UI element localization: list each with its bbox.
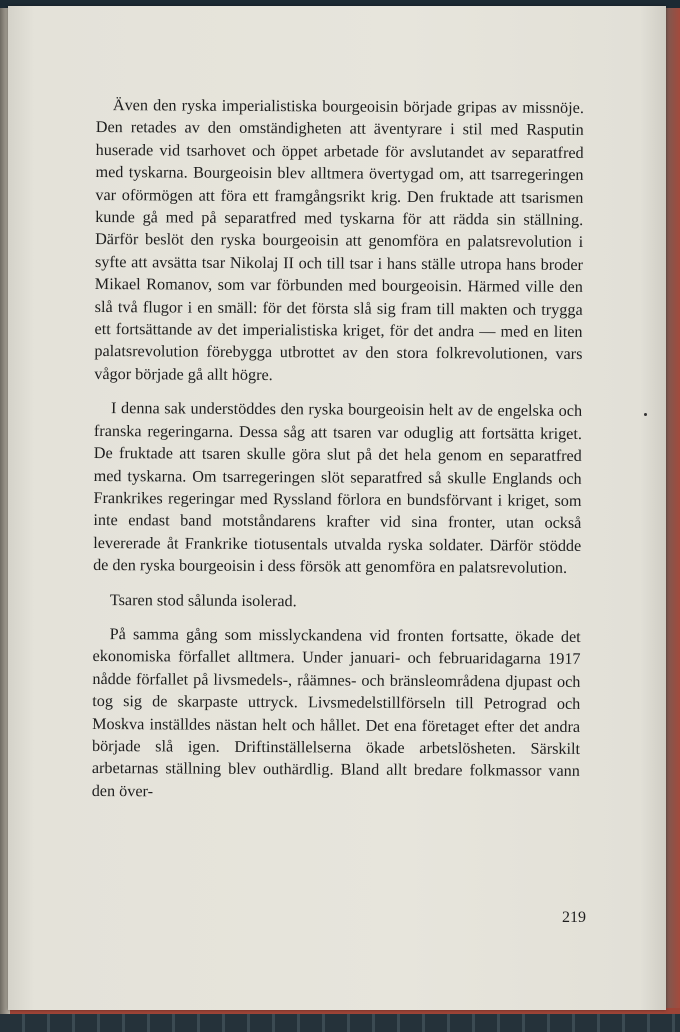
paragraph: På samma gång som misslyckandena vid fronten fortsatte, ökade det ekonomiska förfallet alltmera. Under januari- och februaridagarna 1917 nådde förfallet på livsmedels-, råämnes- och bränsleområdena djupast och tog sig de skarpaste uttryck. Livsmedelstillförseln till Petrograd och Moskva inställdes nästan helt och hållet. Det ena företaget efter det andra började slå igen. Driftinställelserna ökade arbetslösheten. Särskilt arbetarnas ställning blev outhärdlig. Bland allt bredare folkmassor vann den över- xyxy=(91,625,581,801)
book-page xyxy=(8,6,666,1010)
paragraph: Tsaren stod sålunda isolerad. xyxy=(109,590,297,610)
book-cover-edge xyxy=(666,8,680,1020)
scan-background-bottom xyxy=(0,1014,680,1032)
paragraph: Även den ryska imperialistiska bourgeoisin började gripas av missnöje. Den retades av den omständigheten att äventyrare i stil med Rasputin huserade vid tsarhovet och öppet arbetade för avslutandet av separatfred med tyskarna. Bourgeoisin blev alltmera övertygad om, att tsarregeringen var oförmögen att föra ett framgångsrikt krig. Den fruktade att tsarismen kunde gå med på separatfred med tyskarna för att rädda sin ställning. Därför beslöt den ryska bourgeoisin att genomföra en palatsrevolution i syfte att avsätta tsar Nikolaj II och till tsar i hans ställe utropa hans broder Mikael Romanov, som var förbunden med bourgeoisin. Härmed ville den slå två flugor i en smäll: för det första slå sig fram till makten och trygga ett fortsättande av det imperialistiska kriget, för det andra — med en liten palatsrevolution förebygga utbrottet av den stora folkrevolutionen, vars vågor började gå allt högre. xyxy=(94,96,584,384)
body-text xyxy=(92,94,584,805)
paper-speck xyxy=(644,413,647,416)
paragraph: I denna sak understöddes den ryska bourgeoisin helt av de engelska och franska regeringarna. Dessa såg att tsaren var oduglig att fortsätta kriget. De fruktade att tsaren skulle göra slut på det hela genom en separatfred med tyskarna. Om tsarregeringen slöt separatfred så skulle Englands och Frankrikes regeringar med Ryssland förlora en bundsförvant i kriget, som inte endast band motståndarens krafter vid sina fronter, utan också levererade åt Frankrike tiotusentals utvalda ryska soldater. Därför stödde de den ryska bourgeoisin i dess försök att genomföra en palatsrevolution. xyxy=(93,399,583,578)
page-number: 219 xyxy=(562,909,586,926)
